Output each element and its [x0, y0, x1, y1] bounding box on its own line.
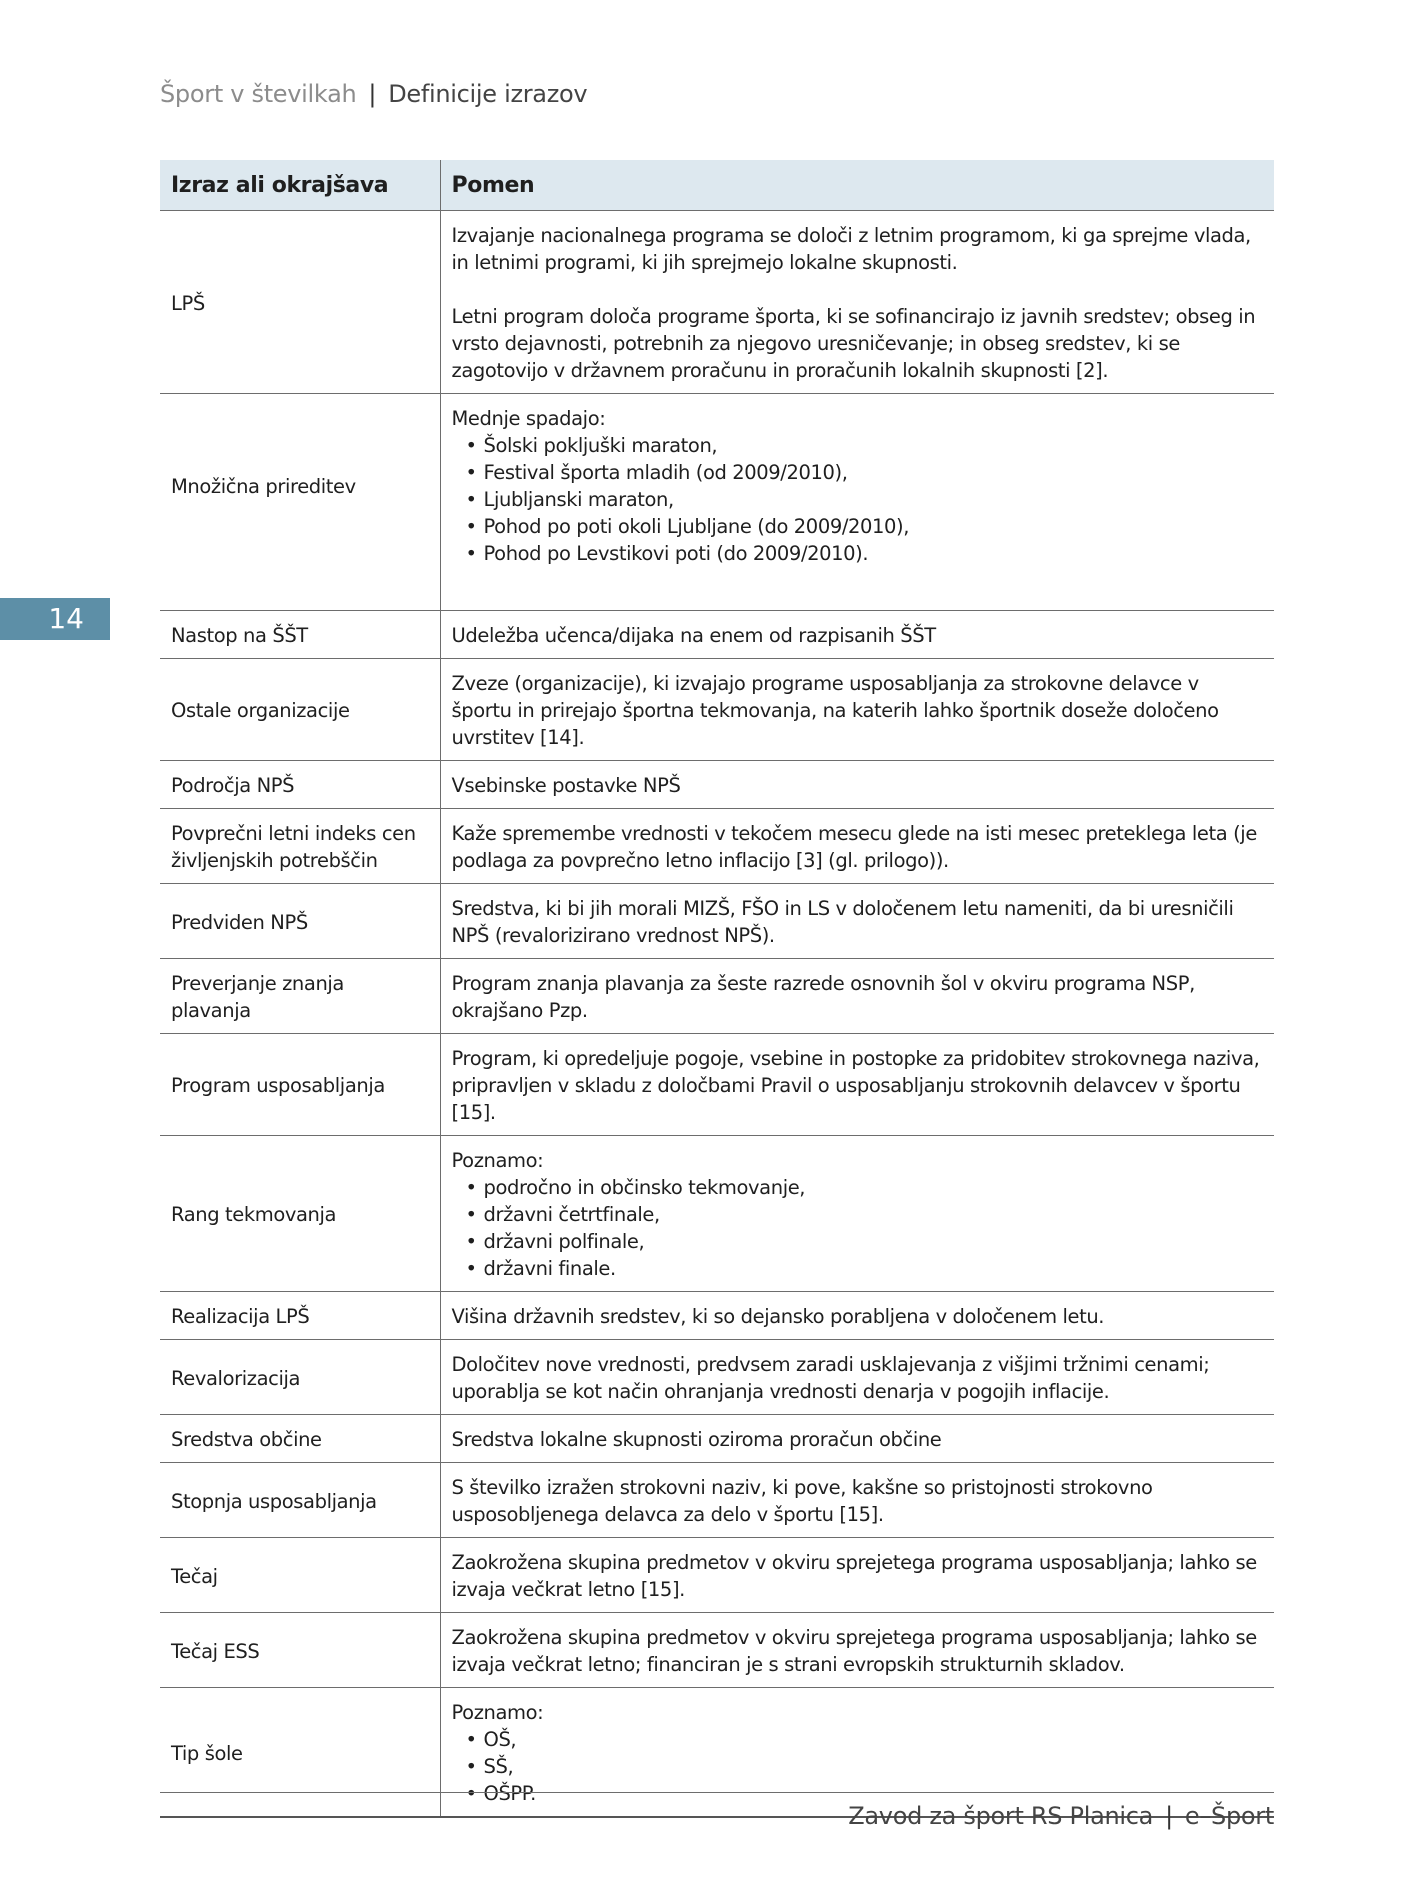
list-item: • SŠ,: [466, 1753, 1264, 1780]
running-footer: [848, 1802, 1274, 1830]
definition-cell: Zveze (organizacije), ki izvajajo programe usposabljanja za strokovne delavce v športu in prirejajo športna tekmovanja, na katerih lahko športnik doseže določeno uvrstitev [14].: [440, 659, 1274, 761]
list-item: • državni polfinale,: [466, 1228, 1264, 1255]
table-row: [160, 1463, 1274, 1538]
term-cell: Ostale organizacije: [160, 659, 440, 761]
definition-cell: Zaokrožena skupina predmetov v okviru sprejetega programa usposabljanja; lahko se izvaja večkrat letno; financiran je s strani evropskih strukturnih skladov.: [440, 1613, 1274, 1688]
list-item: • Festival športa mladih (od 2009/2010),: [466, 459, 1264, 486]
running-header: [160, 80, 587, 108]
footer-divider: [160, 1792, 1274, 1793]
definition-cell: Vsebinske postavke NPŠ: [440, 761, 1274, 809]
term-cell: Stopnja usposabljanja: [160, 1463, 440, 1538]
definition-cell: Višina državnih sredstev, ki so dejansko porabljena v določenem letu.: [440, 1292, 1274, 1340]
table-row: [160, 1688, 1274, 1818]
header-publication-title: Šport v številkah: [160, 80, 357, 108]
definition-cell: [440, 1688, 1274, 1818]
header-separator: |: [368, 80, 377, 108]
term-cell: Rang tekmovanja: [160, 1136, 440, 1292]
table-row: [160, 809, 1274, 884]
term-cell: Program usposabljanja: [160, 1034, 440, 1136]
term-cell: Množična prireditev: [160, 394, 440, 611]
term-cell: Nastop na ŠŠT: [160, 611, 440, 659]
definition-cell: Sredstva, ki bi jih morali MIZŠ, FŠO in LS v določenem letu nameniti, da bi uresničili NPŠ (revalorizirano vrednost NPŠ).: [440, 884, 1274, 959]
list-item: • OŠ,: [466, 1726, 1264, 1753]
table-row: [160, 394, 1274, 611]
table-row: [160, 884, 1274, 959]
table-row: [160, 761, 1274, 809]
list-item: • Ljubljanski maraton,: [466, 486, 1264, 513]
term-cell: Revalorizacija: [160, 1340, 440, 1415]
term-cell: Predviden NPŠ: [160, 884, 440, 959]
definition-cell: Določitev nove vrednosti, predvsem zaradi usklajevanja z višjimi tržnimi cenami; uporablja se kot način ohranjanja vrednosti denarja v pogojih inflacije.: [440, 1340, 1274, 1415]
definition-paragraph: Letni program določa programe športa, ki se sofinancirajo iz javnih sredstev; obseg in vrsto dejavnosti, potrebnih za njegovo uresničevanje; in obseg sredstev, ki se zagotovijo v državnem proračunu in proračunih lokalnih skupnosti [2].: [451, 305, 1256, 382]
list-item: • OŠPP.: [466, 1780, 1264, 1807]
table-row: [160, 1034, 1274, 1136]
page-number-tab: 14: [0, 598, 110, 640]
definition-bullet-list: [452, 432, 1264, 567]
definition-bullet-list: [452, 1726, 1264, 1807]
table-header-row: [160, 160, 1274, 211]
table-row: [160, 1136, 1274, 1292]
list-item: • Pohod po Levstikovi poti (do 2009/2010).: [466, 540, 1264, 567]
term-cell: Realizacija LPŠ: [160, 1292, 440, 1340]
table-row: [160, 1340, 1274, 1415]
list-item: • državni finale.: [466, 1255, 1264, 1282]
table-row: [160, 1292, 1274, 1340]
definition-cell: [440, 211, 1274, 394]
definition-cell: Zaokrožena skupina predmetov v okviru sprejetega programa usposabljanja; lahko se izvaja večkrat letno [15].: [440, 1538, 1274, 1613]
definition-cell: [440, 1136, 1274, 1292]
definition-cell: Program znanja plavanja za šeste razrede osnovnih šol v okviru programa NSP, okrajšano Pzp.: [440, 959, 1274, 1034]
column-header-meaning: Pomen: [440, 160, 1274, 211]
table-row: [160, 659, 1274, 761]
definition-intro: Mednje spadajo:: [451, 407, 606, 430]
term-cell: Področja NPŠ: [160, 761, 440, 809]
table-row: [160, 1415, 1274, 1463]
footer-separator: |: [1165, 1802, 1173, 1830]
term-cell: Sredstva občine: [160, 1415, 440, 1463]
definition-cell: Udeležba učenca/dijaka na enem od razpisanih ŠŠT: [440, 611, 1274, 659]
header-section-title: Definicije izrazov: [388, 80, 588, 108]
table-row: [160, 959, 1274, 1034]
list-item: • državni četrtfinale,: [466, 1201, 1264, 1228]
term-cell: Tip šole: [160, 1688, 440, 1818]
column-header-term: Izraz ali okrajšava: [160, 160, 440, 211]
list-item: • Pohod po poti okoli Ljubljane (do 2009/2010),: [466, 513, 1264, 540]
table-row: [160, 1613, 1274, 1688]
definition-cell: Kaže spremembe vrednosti v tekočem mesecu glede na isti mesec preteklega leta (je podlaga za povprečno letno inflacijo [3] (gl. prilogo)).: [440, 809, 1274, 884]
term-cell: Preverjanje znanja plavanja: [160, 959, 440, 1034]
table-row: [160, 211, 1274, 394]
definition-intro: Poznamo:: [451, 1701, 544, 1724]
list-item: • Šolski pokljuški maraton,: [466, 432, 1264, 459]
term-cell: Tečaj: [160, 1538, 440, 1613]
definition-cell: Program, ki opredeljuje pogoje, vsebine in postopke za pridobitev strokovnega naziva, pripravljen v skladu z določbami Pravil o usposabljanju strokovnih delavcev v športu [15].: [440, 1034, 1274, 1136]
definition-cell: [440, 394, 1274, 611]
definition-bullet-list: [452, 1174, 1264, 1282]
term-cell: LPŠ: [160, 211, 440, 394]
definition-cell: S številko izražen strokovni naziv, ki pove, kakšne so pristojnosti strokovno usposobljenega delavca za delo v športu [15].: [440, 1463, 1274, 1538]
footer-publisher: Zavod za šport RS Planica: [848, 1802, 1154, 1830]
term-cell: Tečaj ESS: [160, 1613, 440, 1688]
definition-cell: Sredstva lokalne skupnosti oziroma proračun občine: [440, 1415, 1274, 1463]
term-cell: Povprečni letni indeks cen življenjskih potrebščin: [160, 809, 440, 884]
definition-intro: Poznamo:: [451, 1149, 544, 1172]
table-row: [160, 1538, 1274, 1613]
list-item: • področno in občinsko tekmovanje,: [466, 1174, 1264, 1201]
table-row: [160, 611, 1274, 659]
footer-series: e–Šport: [1184, 1802, 1274, 1830]
definition-paragraph: Izvajanje nacionalnega programa se določi z letnim programom, ki ga sprejme vlada, in letnimi programi, ki jih sprejmejo lokalne skupnosti.: [451, 224, 1251, 274]
definitions-table: [160, 160, 1274, 1818]
